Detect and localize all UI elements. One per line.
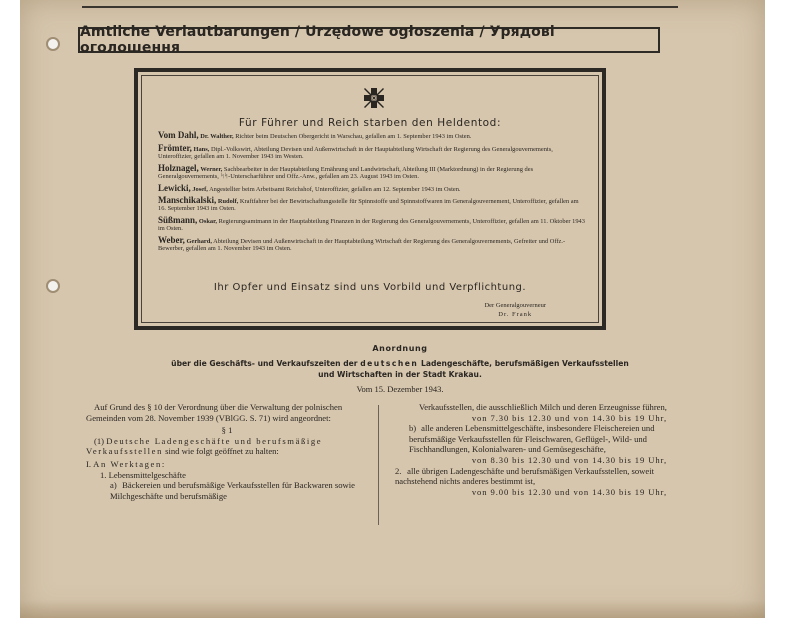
entry-given-name: Rudolf, (217, 198, 239, 206)
notice-title: Für Führer und Reich starben den Heldentod: (238, 117, 502, 129)
item-other-food-shops (395, 423, 667, 455)
item-text: alle übrigen Ladengeschäfte und berufsmäßigen Verkaufsstellen, soweit nachstehend nichts anderes bestimmt ist, (395, 465, 654, 487)
list-item (158, 237, 588, 252)
notice-closing: Ihr Opfer und Einsatz sind uns Vorbild und Verpflichtung. (213, 282, 527, 293)
ordinance-date: Vom 15. Dezember 1943. (356, 384, 444, 394)
entry-text: Kraftfahrer bei der Bewirtschaftungsstelle für Spinnstoffe und Spinnstoffwaren im Generalgouvernement, Unteroffizier, gefallen am 16. September 1943 im Osten. (158, 198, 579, 213)
para-rest-text: sind wie folgt geöffnet zu halten: (165, 446, 279, 457)
ordinance-intro (86, 402, 368, 423)
list-item (158, 162, 588, 180)
entry-text: Angestellter beim Arbeitsamt Reichshof, Unteroffizier, gefallen am 12. September 1943 im Osten. (209, 185, 461, 193)
ordinance-title: Anordnung (372, 344, 428, 353)
entry-text: Abteilung Devisen und Außenwirtschaft in der Hauptabteilung Wirtschaft der Regierung des Generalgouvernements, Gefreiter und Offz.-Bewerber, gefallen am 1. November 1943 im Osten. (158, 238, 566, 253)
entry-surname: Vom Dahl, (158, 130, 199, 140)
obituary-notice (134, 68, 606, 330)
hours-2: von 9.00 bis 12.30 und von 14.30 bis 19 Uhr, (471, 486, 667, 497)
entry-given-name: Josef, (192, 185, 208, 193)
intro-text: Auf Grund des § 10 der Verordnung über die Verwaltung der polnischen Gemeinden vom 28. November 1939 (VBlGG. S. 71) wird angeordnet: (86, 402, 343, 423)
hours-b: von 8.30 bis 12.30 und von 14.30 bis 19 Uhr, (471, 454, 667, 465)
list-item (158, 132, 588, 140)
item-other-shops (395, 466, 667, 487)
subtitle-part-a: über die Geschäfts- und Verkaufszeiten der (171, 359, 358, 368)
entry-given-name: Hans, (193, 145, 210, 153)
punch-hole-bottom (46, 279, 60, 293)
para-number: (1) (94, 435, 105, 446)
signature-title: Der Generalgouverneur (484, 302, 546, 309)
ordinance-left-column (86, 402, 368, 501)
entry-surname: Manschikalski, (158, 195, 217, 206)
subtitle-line2: und Wirtschaften in der Stadt Krakau. (318, 370, 482, 379)
notice-signature (484, 301, 546, 319)
list-item (158, 197, 588, 212)
entry-surname: Süßmann, (158, 215, 198, 226)
entry-surname: Lewicki, (158, 182, 191, 193)
section-heading: § 1 (221, 425, 233, 436)
item-mark: 2. (395, 465, 402, 476)
subtitle-spaced: deutschen (360, 359, 419, 368)
entry-text: Dipl.-Volkswirt, Abteilung Devisen und Außenwirtschaft in der Hauptabteilung Wirtschaft der Regierung des Generalgouvernements, Unteroffizier, gefallen am 1. November 1943 im Westen. (158, 145, 553, 160)
ordinance-subtitle (100, 358, 700, 380)
list-item (158, 142, 588, 160)
subtitle-part-b: Ladengeschäfte, berufsmäßigen Verkaufsstellen (420, 359, 629, 368)
entry-given-name: Dr. Walther, (200, 133, 234, 140)
hours-a: von 7.30 bis 12.30 und von 14.30 bis 19 Uhr, (471, 412, 667, 423)
entry-text: Regierungsamtmann in der Hauptabteilung Finanzen in der Regierung des Generalgouvernements, Unteroffizier, gefallen am 11. Oktober 1943 im Osten. (158, 218, 585, 233)
fallen-list (158, 132, 588, 257)
iron-cross-icon (362, 86, 386, 110)
list-item (158, 182, 588, 193)
banner-title: Amtliche Verlautbarungen / Urzędowe ogłoszenia / Урядові оголошення (80, 24, 555, 56)
milk-shops-continued: Verkaufsstellen, die ausschließlich Milch und deren Erzeugnisse führen, (419, 402, 667, 412)
heading-text: An Werktagen: (93, 458, 166, 469)
list-item (158, 217, 588, 232)
entry-surname: Weber, (158, 235, 185, 246)
item-bakeries (86, 480, 368, 501)
para-spaced-text: Deutsche Ladengeschäfte und berufsmäßige Verkaufsstellen (86, 435, 323, 457)
top-rule (82, 6, 678, 8)
heading-workdays (86, 459, 368, 470)
section-banner (78, 24, 660, 56)
entry-text: Sachbearbeiter in der Hauptabteilung Ernährung und Landwirtschaft, Abteilung III (Marktordnung) in der Regierung des Generalgouvernements, ᛋᛋ-Unterscharführer und Offz.-Anw., gefallen am 23. August 1943 im Osten. (158, 165, 534, 180)
newspaper-page (20, 0, 765, 618)
item-text: alle anderen Lebensmittelgeschäfte, insbesondere Fleischereien und berufsmäßige Verkaufsstellen für Fleischwaren, Geflügel-, Wild- und Fischhandlungen, Kolonialwaren- und Gemüsegeschäfte, (409, 423, 655, 455)
heading-number: I. (86, 458, 92, 469)
paragraph-1 (86, 436, 368, 457)
item-mark: a) (110, 480, 117, 491)
signature-name: Dr. Frank (498, 311, 533, 318)
entry-text: Richter beim Deutschen Obergericht in Warschau, gefallen am 1. September 1943 im Osten. (235, 133, 472, 140)
entry-surname: Frömter, (158, 142, 192, 153)
item-text: Bäckereien und berufsmäßige Verkaufsstellen für Backwaren sowie Milchgeschäfte und berufsmäßige (110, 480, 355, 501)
item-mark: b) (409, 423, 417, 434)
ordinance-right-column (395, 402, 667, 497)
entry-surname: Holznagel, (158, 162, 199, 173)
column-divider (378, 405, 379, 525)
entry-given-name: Oskar, (198, 218, 217, 226)
punch-hole-top (46, 37, 60, 51)
item-food-shops: 1. Lebensmittelgeschäfte (100, 469, 186, 480)
entry-given-name: Gerhard, (186, 238, 212, 246)
entry-given-name: Werner, (200, 165, 223, 173)
